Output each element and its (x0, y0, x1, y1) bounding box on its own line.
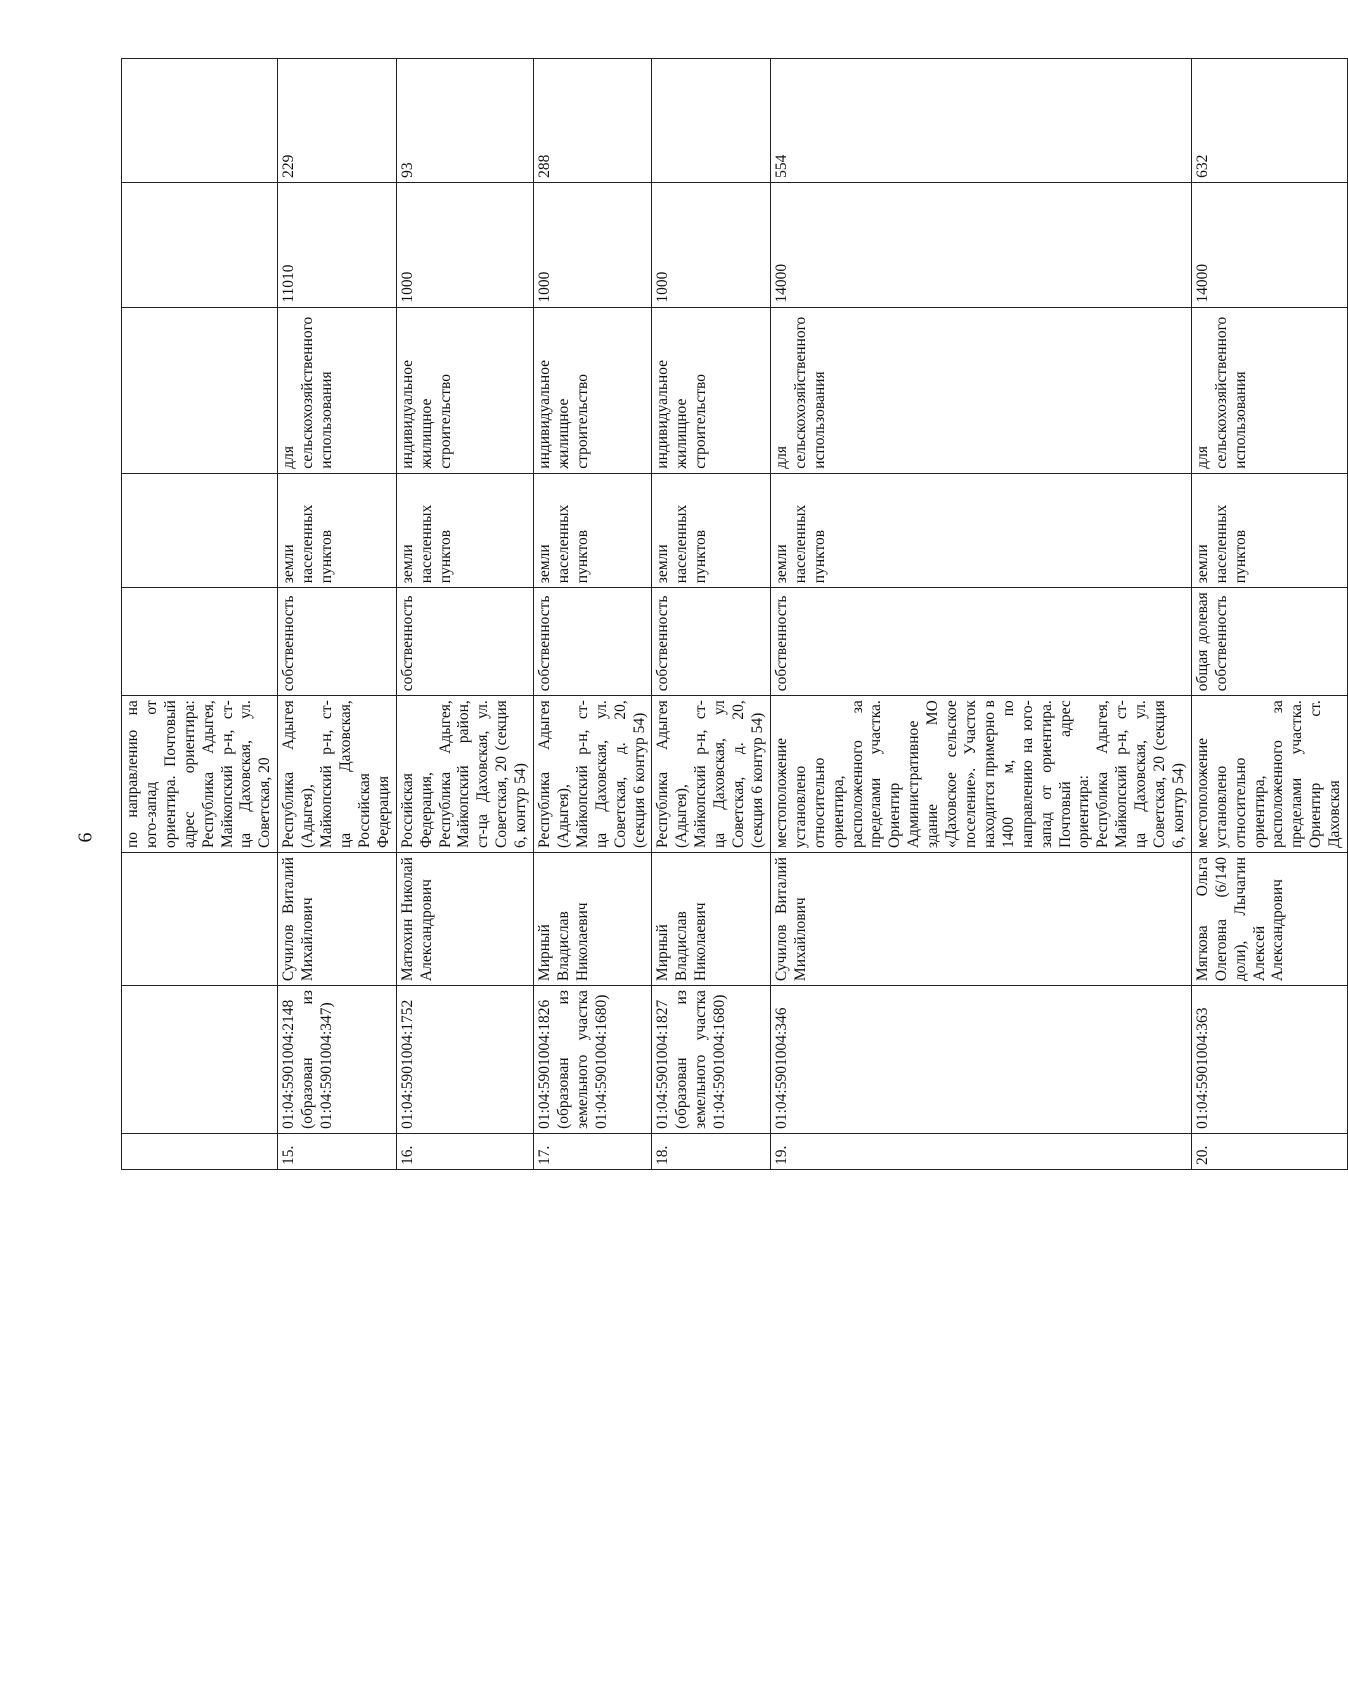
cell-number (122, 1133, 278, 1169)
cell-number: 18. (652, 1133, 770, 1169)
cell-use: для сельскохозяйственного использования (278, 307, 396, 473)
cell-use: для сельскохозяйственного использования (1191, 307, 1347, 473)
table-row (770, 59, 1191, 1170)
cell-number: 15. (278, 1133, 396, 1169)
table-row (1191, 59, 1347, 1170)
table-row (534, 59, 652, 1170)
cell-right: собственность (396, 588, 533, 696)
cell-location: местоположение установлено относительно ориентира, расположенного за пределами участка. Ориентир Административное здание МО «Даховское сельское поселение». Участок находится примерно в 1400 м, по направлению на юго-запад от ориентира. Почтовый адрес ориентира: Республика Адыгея, Майкопский р-н, ст-ца Даховская, ул. Советская, 20 (секция 6, контур 54) (770, 696, 1191, 853)
rotated-table-page (121, 135, 1344, 1170)
cell-category: земли населенных пунктов (534, 473, 652, 587)
cell-number: 17. (534, 1133, 652, 1169)
cell-category: земли населенных пунктов (652, 473, 770, 587)
cell-right: собственность (770, 588, 1191, 696)
cell-owner: Мирный Владислав Николаевич (534, 853, 652, 986)
cell-use: индивидуальное жилищное строительство (534, 307, 652, 473)
cell-area: 1000 (652, 182, 770, 307)
cell-value (652, 59, 770, 183)
table-row (652, 59, 770, 1170)
cell-cadastral: 01:04:5901004:2148 (образован из 01:04:5901004:347) (278, 986, 396, 1134)
table-row (278, 59, 396, 1170)
cell-number: 20. (1191, 1133, 1347, 1169)
cell-category: земли населенных пунктов (396, 473, 533, 587)
page-number: 6 (74, 832, 97, 843)
cell-area: 14000 (1191, 182, 1347, 307)
cell-right: общая долевая собственность (1191, 588, 1347, 696)
cell-area: 1000 (396, 182, 533, 307)
cell-location: Республика Адыгея (Адыгея), Майкопский р-н, ст-ца Даховская, Российская Федерация (278, 696, 396, 853)
cell-owner: Мирный Владислав Николаевич (652, 853, 770, 986)
cell-area: 1000 (534, 182, 652, 307)
cell-category (122, 473, 278, 587)
cell-number: 19. (770, 1133, 1191, 1169)
cell-owner: Сучилов Виталий Михайлович (278, 853, 396, 986)
cell-value: 632 (1191, 59, 1347, 183)
cell-area (122, 182, 278, 307)
cell-cadastral: 01:04:5901004:363 (1191, 986, 1347, 1134)
cell-category: земли населенных пунктов (278, 473, 396, 587)
cell-value (122, 59, 278, 183)
cell-use (122, 307, 278, 473)
cell-use: индивидуальное жилищное строительство (652, 307, 770, 473)
cell-value: 554 (770, 59, 1191, 183)
cell-area: 11010 (278, 182, 396, 307)
cell-cadastral: 01:04:5901004:346 (770, 986, 1191, 1134)
cell-right: собственность (652, 588, 770, 696)
cell-category: земли населенных пунктов (1191, 473, 1347, 587)
cell-value: 288 (534, 59, 652, 183)
cell-right (122, 588, 278, 696)
cell-cadastral: 01:04:5901004:1827 (образован из земельного участка 01:04:5901004:1680) (652, 986, 770, 1134)
cell-owner: Матюхин Николай Александрович (396, 853, 533, 986)
land-plots-table (121, 58, 1348, 1170)
cell-cadastral (122, 986, 278, 1134)
cell-location: Республика Адыгея (Адыгея), Майкопский р-н, ст-ца Даховская, ул. Советская, д. 20, (секция 6 контур 54) (534, 696, 652, 853)
cell-owner: Мягкова Ольга Олеговна (6/140 доли), Лычагин Алексей Александрович (1191, 853, 1347, 986)
table-row-continuation (122, 59, 278, 1170)
cell-right: собственность (278, 588, 396, 696)
cell-cadastral: 01:04:5901004:1826 (образован из земельного участка 01:04:5901004:1680) (534, 986, 652, 1134)
cell-category: земли населенных пунктов (770, 473, 1191, 587)
cell-location: по направлению на юго-запад от ориентира. Почтовый адрес ориентира: Республика Адыгея, Майкопский р-н, ст-ца Даховская, ул. Советская, 20 (122, 696, 278, 853)
cell-value: 93 (396, 59, 533, 183)
cell-owner: Сучилов Виталий Михайлович (770, 853, 1191, 986)
table-row (396, 59, 533, 1170)
cell-location: Республика Адыгея (Адыгея), Майкопский р-н, ст-ца Даховская, ул Советская, д. 20, (секция 6 контур 54) (652, 696, 770, 853)
cell-location: местоположение установлено относительно ориентира, расположенного за пределами участка. Ориентир ст. Даховская (1191, 696, 1347, 853)
cell-value: 229 (278, 59, 396, 183)
cell-number: 16. (396, 1133, 533, 1169)
cell-use: индивидуальное жилищное строительство (396, 307, 533, 473)
cell-area: 14000 (770, 182, 1191, 307)
cell-use: для сельскохозяйственного использования (770, 307, 1191, 473)
cell-right: собственность (534, 588, 652, 696)
cell-location: Российская Федерация, Республика Адыгея, Майкопский район, ст-ца Даховская, ул. Советская, 20 (секция 6, контур 54) (396, 696, 533, 853)
cell-owner (122, 853, 278, 986)
cell-cadastral: 01:04:5901004:1752 (396, 986, 533, 1134)
